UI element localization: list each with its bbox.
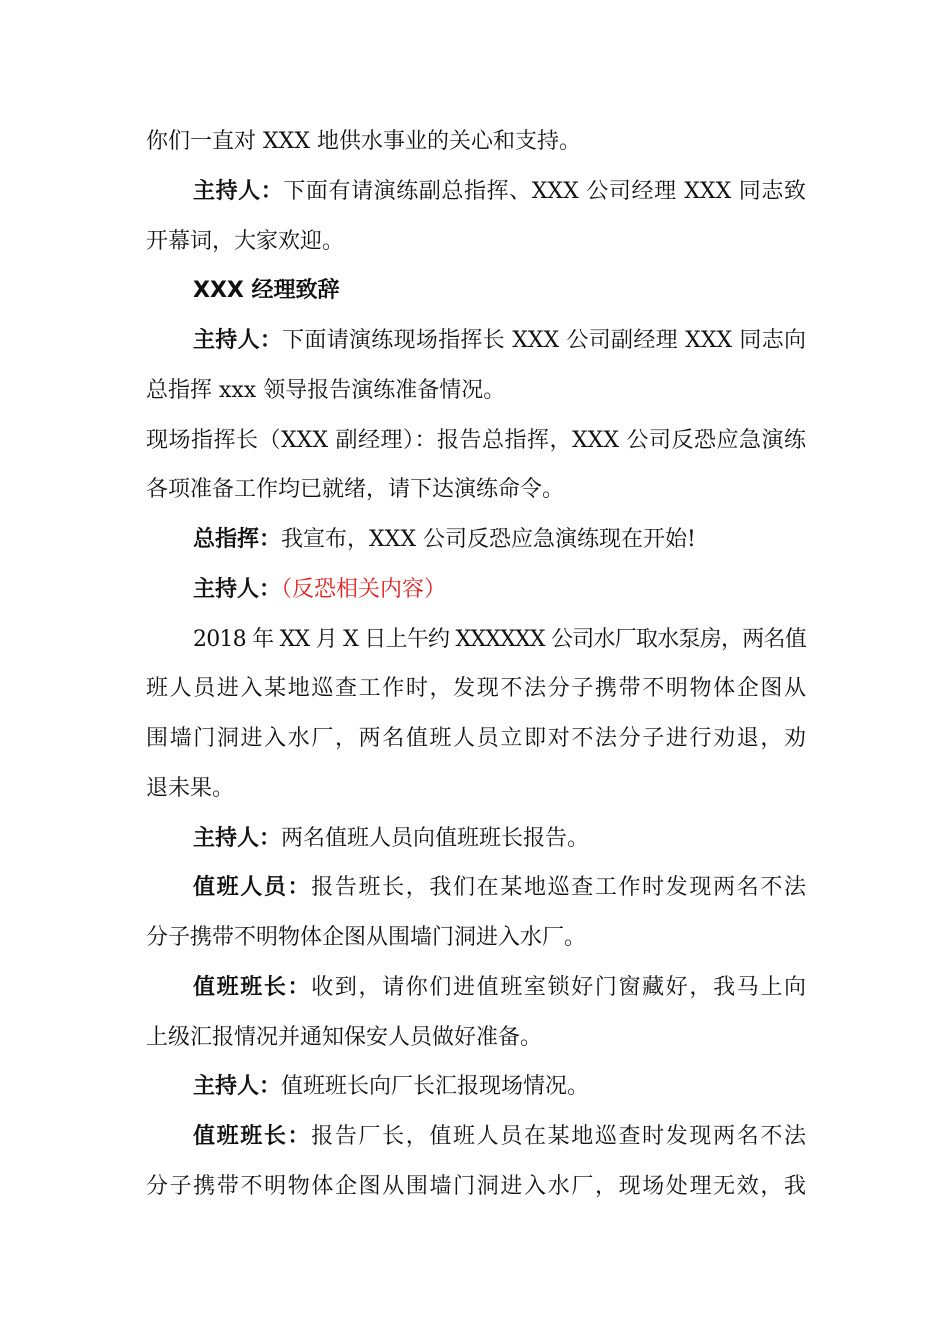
speaker-label: XXX 经理致辞	[193, 278, 340, 304]
speaker-label: 总指挥：	[193, 527, 282, 552]
speaker-label: 主持人：	[193, 576, 282, 602]
speaker-label: 值班班长：	[193, 974, 312, 1000]
body-text: 各项准备工作均已就绪，请下达演练命令。	[146, 477, 565, 503]
speaker-label: 值班班长：	[193, 1124, 312, 1149]
body-text: 分子携带不明物体企图从围墙门洞进入水厂，现场处理无效，我	[146, 1173, 806, 1199]
document-body	[146, 124, 806, 1219]
body-text: 两名值班人员向值班班长报告。	[281, 825, 590, 851]
text-line	[146, 224, 806, 274]
text-line	[146, 1020, 806, 1070]
speaker-label: 主持人：	[193, 328, 283, 353]
text-line	[146, 622, 806, 672]
text-line	[146, 920, 806, 970]
body-text: 分子携带不明物体企图从围墙门洞进入水厂。	[146, 925, 587, 950]
body-text: 你们一直对 XXX 地供水事业的关心和支持。	[146, 129, 581, 154]
text-line	[146, 970, 806, 1020]
body-text: 开幕词，大家欢迎。	[146, 228, 345, 254]
speaker-label: 主持人：	[193, 178, 284, 204]
body-text: 值班班长向厂长汇报现场情况。	[281, 1074, 590, 1100]
speaker-label: 主持人：	[193, 825, 282, 851]
text-line	[146, 1169, 806, 1219]
text-line	[146, 174, 806, 224]
text-line	[146, 821, 806, 871]
text-line	[146, 472, 806, 522]
highlighted-text: （反恐相关内容）	[281, 576, 447, 602]
body-text: 报告厂长，值班人员在某地巡查时发现两名不法	[311, 1124, 806, 1149]
text-line	[146, 771, 806, 821]
body-text: 我宣布，XXX 公司反恐应急演练现在开始!	[281, 527, 696, 552]
body-text: 下面请演练现场指挥长 XXX 公司副经理 XXX 同志向	[282, 328, 806, 353]
body-text: 总指挥 xxx 领导报告演练准备情况。	[146, 377, 506, 403]
text-line	[146, 323, 806, 373]
text-line	[146, 721, 806, 771]
body-text: 现场指挥长（XXX 副经理）：报告总指挥，XXX 公司反恐应急演练	[146, 427, 806, 453]
body-text: 退未果。	[146, 775, 235, 801]
body-text: 下面有请演练副总指挥、XXX 公司经理 XXX 同志致	[283, 178, 806, 204]
text-line	[146, 572, 806, 622]
text-line	[146, 1119, 806, 1169]
text-line	[146, 273, 806, 323]
body-text: 围墙门洞进入水厂，两名值班人员立即对不法分子进行劝退，劝	[146, 726, 806, 751]
speaker-label: 值班人员：	[193, 875, 312, 901]
body-text: 2018 年 XX 月 X 日上午约 XXXXXX 公司水厂取水泵房，两名值	[193, 626, 806, 652]
text-line	[146, 671, 806, 721]
text-line	[146, 870, 806, 920]
body-text: 班人员进入某地巡查工作时，发现不法分子携带不明物体企图从	[146, 676, 806, 702]
text-line	[146, 423, 806, 473]
text-line	[146, 124, 806, 174]
speaker-label: 主持人：	[193, 1074, 282, 1100]
body-text: 报告班长，我们在某地巡查工作时发现两名不法	[311, 875, 806, 901]
text-line	[146, 522, 806, 572]
body-text: 收到，请你们进值班室锁好门窗藏好，我马上向	[311, 974, 806, 1000]
text-line	[146, 373, 806, 423]
text-line	[146, 1069, 806, 1119]
body-text: 上级汇报情况并通知保安人员做好准备。	[146, 1024, 543, 1050]
